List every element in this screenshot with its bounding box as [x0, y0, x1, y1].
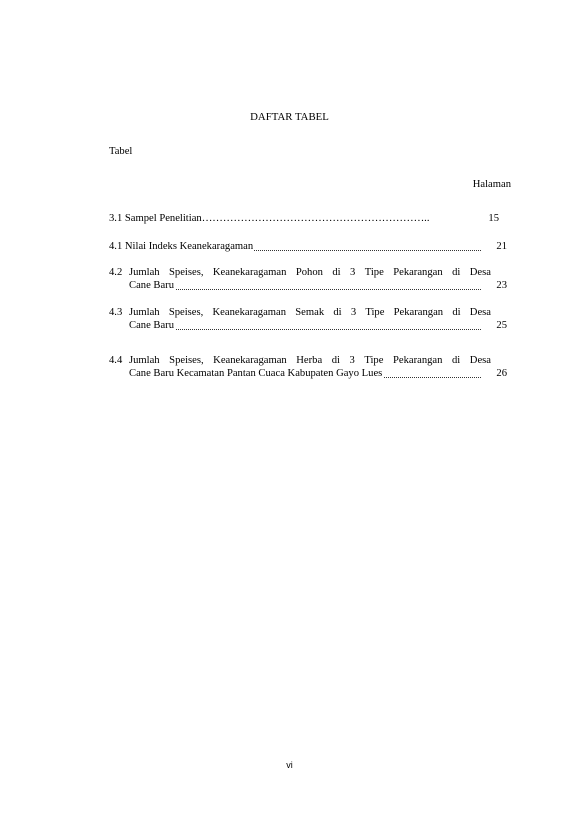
- footer-page-number: vi: [286, 760, 293, 770]
- dot-leader: [129, 289, 481, 290]
- entry-page: 25: [496, 320, 507, 331]
- entry-page: 26: [496, 368, 507, 379]
- entry-number: 4.3: [109, 307, 123, 318]
- entry-title-line1: Jumlah Speises, Keanekaragaman Pohon di 3 Tipe Pekarangan di Desa: [129, 267, 491, 278]
- entry-number: 4.4: [109, 355, 123, 366]
- entry-title-line2: Cane Baru: [129, 320, 175, 331]
- column-label-tabel: Tabel: [109, 146, 133, 157]
- entry-number: 4.2: [109, 267, 123, 278]
- toc-entry-4-2[interactable]: [109, 266, 511, 292]
- entry-number: 3.1: [109, 213, 123, 224]
- entry-title-line2: Cane Baru Kecamatan Pantan Cuaca Kabupaten Gayo Lues: [129, 368, 383, 379]
- entry-page: 21: [496, 241, 507, 252]
- toc-entry-4-4[interactable]: [109, 354, 511, 380]
- entry-title: Nilai Indeks Keanekaragaman: [124, 241, 254, 252]
- dot-leader: [129, 329, 481, 330]
- toc-entry-4-1[interactable]: [109, 240, 511, 253]
- page-title: DAFTAR TABEL: [250, 111, 329, 123]
- column-label-halaman: Halaman: [472, 179, 511, 190]
- entry-page: 15: [488, 213, 499, 224]
- toc-entry-4-3[interactable]: [109, 306, 511, 332]
- entry-title-line1: Jumlah Speises, Keanekaragaman Herba di 3 Tipe Pekarangan di Desa: [129, 355, 491, 366]
- toc-entry-3-1[interactable]: [109, 212, 511, 225]
- entry-number: 4.1: [109, 241, 123, 252]
- entry-page: 23: [496, 280, 507, 291]
- entry-title-line2: Cane Baru: [129, 280, 175, 291]
- entry-title: Sampel Penelitian………………………………………………………..: [124, 213, 430, 224]
- entry-title-line1: Jumlah Speises, Keanekaragaman Semak di 3 Tipe Pekarangan di Desa: [129, 307, 491, 318]
